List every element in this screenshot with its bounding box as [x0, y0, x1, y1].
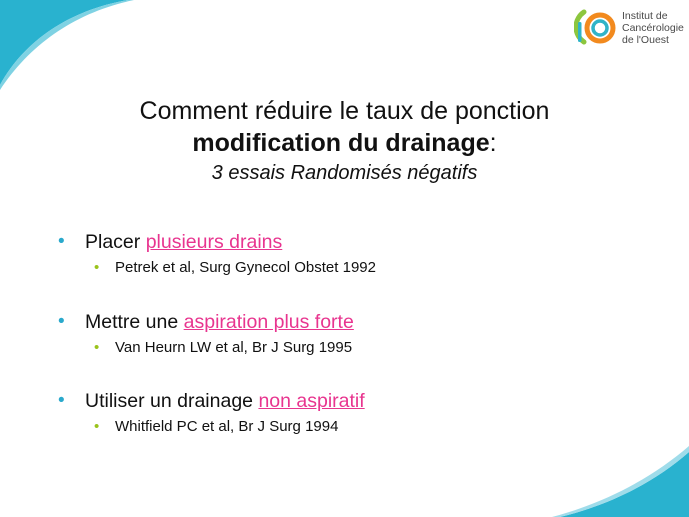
sub-bullet-dot-icon: • [94, 259, 100, 276]
title-colon: : [489, 129, 497, 157]
bullet-reference: Van Heurn LW et al, Br J Surg 1995 [115, 339, 353, 356]
bullet-dot-icon: • [58, 311, 65, 332]
bullet-link[interactable]: aspiration plus forte [183, 311, 354, 333]
logo-line-2: Cancérologie [622, 22, 684, 34]
bullet-link[interactable]: non aspiratif [258, 390, 365, 412]
list-item [58, 308, 658, 360]
bullet-main-line [58, 387, 658, 415]
sub-bullet-dot-icon: • [94, 339, 100, 356]
bullet-main-line [58, 308, 658, 336]
list-item [58, 387, 658, 439]
bullet-text: Utiliser un drainage [85, 390, 259, 412]
bullet-reference: Petrek et al, Surg Gynecol Obstet 1992 [115, 259, 376, 276]
slide-title [0, 95, 689, 187]
bullet-reference: Whitfield PC et al, Br J Surg 1994 [115, 418, 339, 435]
logo-rings-icon [574, 4, 620, 50]
logo-line-1: Institut de [622, 10, 668, 22]
corner-decoration-top-left [0, 0, 140, 90]
bullet-main-line [58, 228, 658, 256]
bullet-text: Mettre une [85, 311, 184, 333]
bullet-dot-icon: • [58, 390, 65, 411]
logo-text [622, 10, 684, 46]
title-line-2 [0, 127, 689, 159]
bullet-reference-line [58, 256, 658, 280]
bullet-list [58, 228, 658, 439]
bullet-reference-line [58, 415, 658, 439]
bullet-reference-line [58, 336, 658, 360]
title-bold-part: modification du drainage [192, 129, 490, 157]
list-item [58, 228, 658, 280]
logo-line-3: de l'Ouest [622, 34, 669, 46]
institute-logo [574, 4, 686, 50]
title-subtitle: 3 essais Randomisés négatifs [211, 162, 478, 184]
bullet-link[interactable]: plusieurs drains [145, 231, 283, 253]
title-line-1: Comment réduire le taux de ponction [139, 97, 550, 125]
bullet-text: Placer [85, 231, 146, 253]
bullet-dot-icon: • [58, 231, 65, 252]
sub-bullet-dot-icon: • [94, 418, 100, 435]
